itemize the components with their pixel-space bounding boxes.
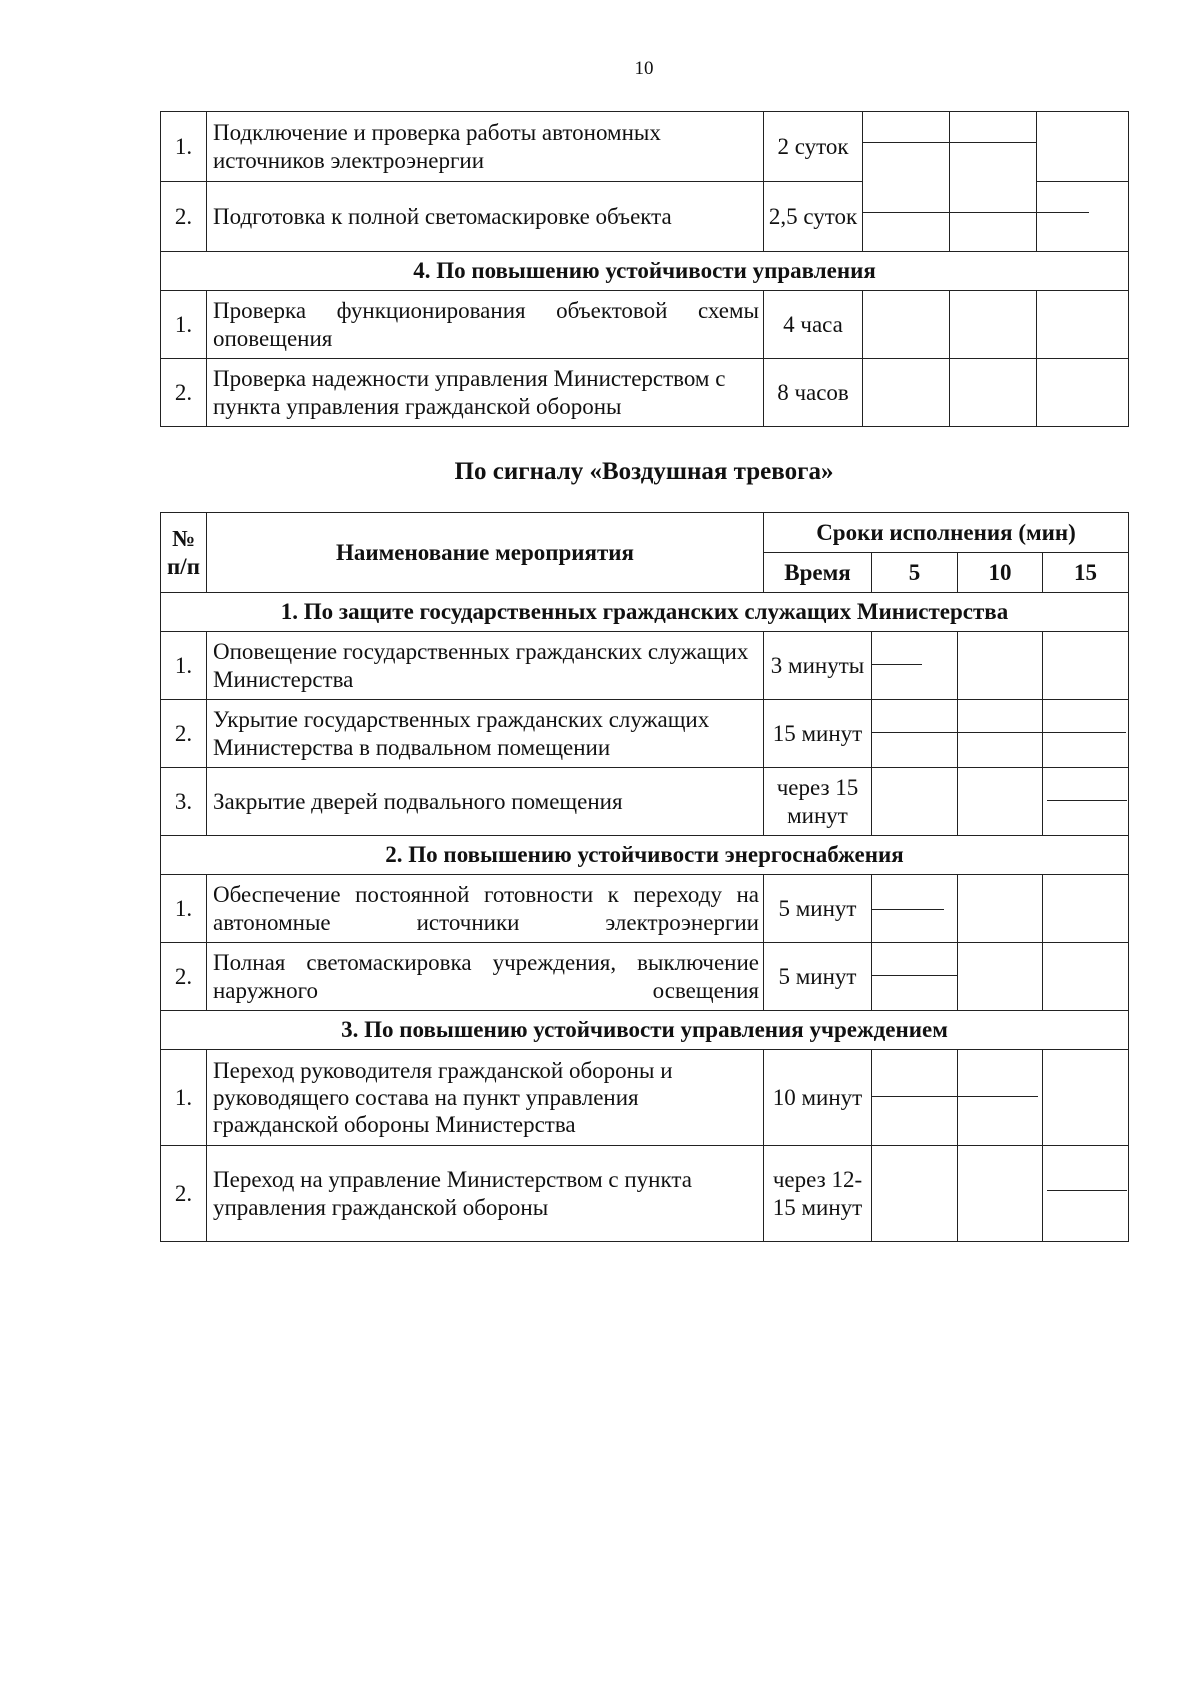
table-row (161, 291, 1129, 359)
row-name: Полная светомаскировка учреждения, выключение наружного освещения (207, 943, 764, 1011)
header-row (161, 513, 1129, 553)
table-row (161, 359, 1129, 427)
schedule-line (863, 212, 1089, 213)
mark-cell (863, 182, 950, 252)
mark-cell (863, 291, 950, 359)
mark-cell (1043, 875, 1129, 943)
table-air-raid (160, 512, 1129, 1242)
table-row (161, 632, 1129, 700)
header-10: 10 (958, 553, 1043, 593)
row-number: 1. (161, 112, 207, 182)
mark-cell (1043, 632, 1129, 700)
table-row (161, 768, 1129, 836)
row-number: 1. (161, 1050, 207, 1146)
mark-cell (958, 943, 1043, 1011)
mark-cell (1037, 182, 1129, 252)
mark-cell (872, 943, 958, 1011)
mark-cell (958, 875, 1043, 943)
row-time: 5 минут (764, 875, 872, 943)
mark-cell (958, 1050, 1043, 1146)
mark-cell (1043, 943, 1129, 1011)
schedule-line (872, 909, 944, 910)
section-title: 4. По повышению устойчивости управления (161, 252, 1129, 291)
mark-cell (872, 1146, 958, 1242)
mark-cell (863, 112, 950, 182)
row-time: 2 суток (764, 112, 863, 182)
mark-cell (950, 291, 1037, 359)
mark-cell (872, 875, 958, 943)
row-name: Обеспечение постоянной готовности к переходу на автономные источники электроэнергии (207, 875, 764, 943)
mark-cell (872, 1050, 958, 1146)
row-name: Закрытие дверей подвального помещения (207, 768, 764, 836)
mark-cell (1043, 1050, 1129, 1146)
row-name: Укрытие государственных гражданских служащих Министерства в подвальном помещении (207, 700, 764, 768)
mark-cell (1037, 359, 1129, 427)
row-number: 3. (161, 768, 207, 836)
row-number: 2. (161, 700, 207, 768)
mark-cell (950, 182, 1037, 252)
table-row (161, 700, 1129, 768)
row-number: 2. (161, 1146, 207, 1242)
row-number: 2. (161, 182, 207, 252)
section-row (161, 252, 1129, 291)
row-time: 8 часов (764, 359, 863, 427)
row-name: Переход на управление Министерством с пункта управления гражданской обороны (207, 1146, 764, 1242)
row-number: 2. (161, 359, 207, 427)
mark-cell (958, 632, 1043, 700)
schedule-line (872, 664, 922, 665)
section-row (161, 836, 1129, 875)
row-time: 15 минут (764, 700, 872, 768)
mark-cell (1043, 700, 1129, 768)
mark-cell (872, 700, 958, 768)
row-name: Проверка надежности управления Министерством с пункта управления гражданской обороны (207, 359, 764, 427)
table-row (161, 1146, 1129, 1242)
mark-cell (1043, 768, 1129, 836)
row-time: 10 минут (764, 1050, 872, 1146)
section-row (161, 593, 1129, 632)
schedule-line (872, 975, 958, 976)
section-title: 2. По повышению устойчивости энергоснабжения (161, 836, 1129, 875)
header-time: Время (764, 553, 872, 593)
page-number: 10 (634, 58, 654, 79)
table-row (161, 112, 1129, 182)
row-time: через 15 минут (764, 768, 872, 836)
mark-cell (872, 768, 958, 836)
row-time: через 12-15 минут (764, 1146, 872, 1242)
schedule-line (872, 1096, 1038, 1097)
row-number: 1. (161, 632, 207, 700)
row-time: 3 минуты (764, 632, 872, 700)
table-row (161, 943, 1129, 1011)
row-time: 4 часа (764, 291, 863, 359)
row-number: 1. (161, 875, 207, 943)
mark-cell (958, 700, 1043, 768)
schedule-line (863, 142, 1037, 143)
table-row (161, 182, 1129, 252)
mark-cell (958, 768, 1043, 836)
row-number: 2. (161, 943, 207, 1011)
row-name: Оповещение государственных гражданских служащих Министерства (207, 632, 764, 700)
row-name: Подготовка к полной светомаскировке объекта (207, 182, 764, 252)
row-number: 1. (161, 291, 207, 359)
mark-cell (958, 1146, 1043, 1242)
mark-cell (950, 112, 1037, 182)
schedule-line (1047, 800, 1127, 801)
mark-cell (1037, 112, 1129, 182)
signal-title: По сигналу «Воздушная тревога» (454, 458, 834, 485)
mark-cell (1043, 1146, 1129, 1242)
table-row (161, 1050, 1129, 1146)
header-terms: Сроки исполнения (мин) (764, 513, 1129, 553)
section-title: 3. По повышению устойчивости управления учреждением (161, 1011, 1129, 1050)
schedule-line (872, 732, 1126, 733)
section-row (161, 1011, 1129, 1050)
row-time: 2,5 суток (764, 182, 863, 252)
section-title: 1. По защите государственных гражданских служащих Министерства (161, 593, 1129, 632)
header-5: 5 (872, 553, 958, 593)
table-row (161, 875, 1129, 943)
row-time: 5 минут (764, 943, 872, 1011)
header-15: 15 (1043, 553, 1129, 593)
mark-cell (872, 632, 958, 700)
row-name: Подключение и проверка работы автономных источников электроэнергии (207, 112, 764, 182)
row-name: Переход руководителя гражданской обороны и руководящего состава на пункт управления гражданской обороны Министерства (207, 1050, 764, 1146)
header-number: № п/п (161, 513, 207, 593)
schedule-line (1047, 1190, 1127, 1191)
mark-cell (950, 359, 1037, 427)
mark-cell (1037, 291, 1129, 359)
row-name: Проверка функционирования объектовой схемы оповещения (207, 291, 764, 359)
mark-cell (863, 359, 950, 427)
table-continuation (160, 111, 1129, 427)
header-name: Наименование мероприятия (207, 513, 764, 593)
